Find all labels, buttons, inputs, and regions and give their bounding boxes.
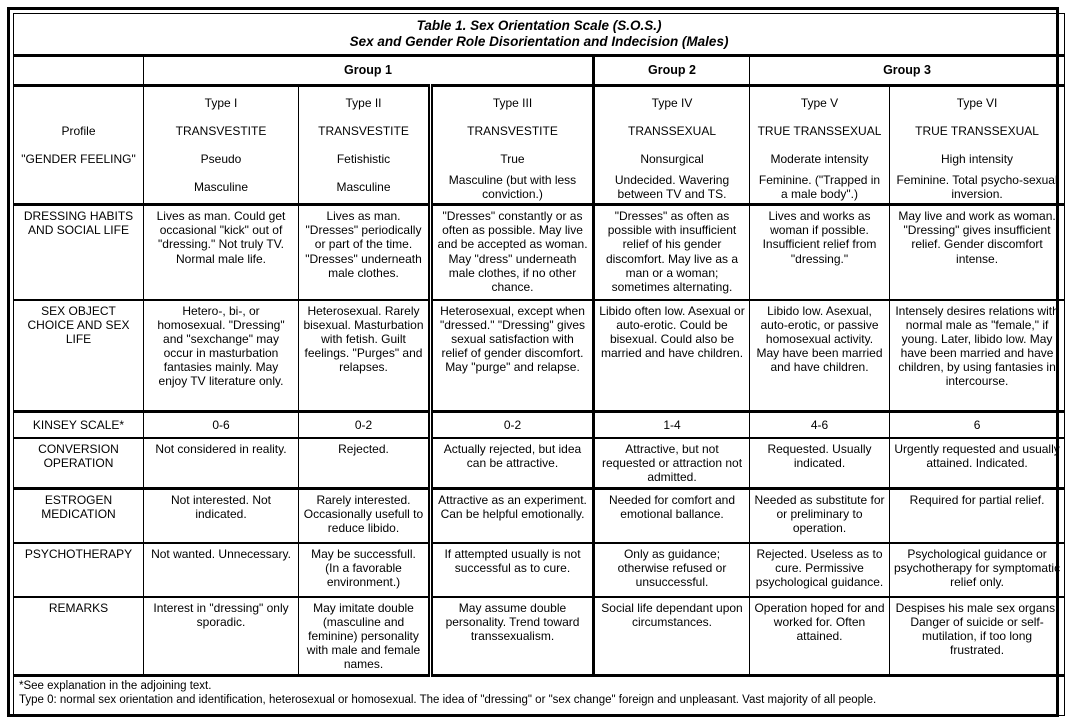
gender-feeling: Masculine [193,179,249,194]
profile-row-label: Profile [61,123,96,138]
table-title: Table 1. Sex Orientation Scale (S.O.S.) [416,18,662,33]
gender-feeling: Feminine. Total psycho-sexual inversion. [896,172,1058,201]
table-cell: 1-4 [594,412,750,438]
profile-cell-type6 [890,85,1065,204]
type-heading: Type III [492,95,533,110]
row-label-kinsey-scale: KINSEY SCALE* [14,412,144,438]
table-cell: Not interested. Not indicated. [144,489,299,543]
profile-cell-type2 [299,85,431,204]
table-cell: 0-6 [144,412,299,438]
table-cell: Needed as substitute for or preliminary to operation. [750,489,890,543]
table-outer-frame [7,7,1059,717]
subtype: Fetishistic [336,151,391,166]
table-cell: Needed for comfort and emotional ballance. [594,489,750,543]
group-3-label: Group 3 [883,62,931,77]
category: TRANSVESTITE [318,123,409,138]
subtype: True [500,151,525,166]
group-3-header [750,55,1065,85]
group-2-label: Group 2 [648,62,696,77]
type-heading: Type VI [956,95,998,110]
row-label-estrogen-medication: ESTROGEN MEDICATION [14,489,144,543]
table-cell: 6 [890,412,1065,438]
table-cell: Attractive, but not requested or attraction not admitted. [594,438,750,489]
row-label-dressing-habits: DRESSING HABITS AND SOCIAL LIFE [14,205,144,300]
table-cell: Rejected. Useless as to cure. Permissive psychological guidance. [750,543,890,597]
group-1-header [144,55,594,85]
table-cell: Heterosexual. Rarely bisexual. Masturbation with fetish. Guilt feelings. "Purges" and relapses. [299,300,431,412]
footnote-line-2: Type 0: normal sex orientation and identification, heterosexual or homosexual. The idea of "dressing" or "sex change" foreign and unpleasant. Vast majority of all people. [19,693,877,706]
table-cell: Social life dependant upon circumstances. [594,597,750,676]
table-cell: Lives as man. "Dresses" periodically or part of the time. "Dresses" underneath male clothes. [299,205,431,300]
table-cell: Lives as man. Could get occasional "kick" out of "dressing." Not truly TV. Normal male life. [144,205,299,300]
subtype: Pseudo [200,151,242,166]
gender-feeling: Feminine. ("Trapped in a male body".) [758,172,881,201]
table-cell: Actually rejected, but idea can be attractive. [431,438,594,489]
table-cell: Lives and works as woman if possible. Insufficient relief from "dressing." [750,205,890,300]
table-cell: 0-2 [299,412,431,438]
spacer [18,89,139,117]
profile-cell-type3 [431,85,594,204]
table-cell: Libido often low. Asexual or auto-erotic. Could be bisexual. Could also be married and have children. [594,300,750,412]
category: TRANSSEXUAL [627,123,717,138]
table-cell: May live and work as woman. "Dressing" gives insufficient relief. Gender discomfort intense. [890,205,1065,300]
gender-feeling: Masculine [336,179,391,194]
table-cell: Despises his male sex organs. Danger of suicide or self-mutilation, if too long frustrated. [890,597,1065,676]
table-cell: Libido low. Asexual, auto-erotic, or passive homosexual activity. May have been married and have children. [750,300,890,412]
row-label-remarks: REMARKS [14,597,144,676]
gender-feeling: Undecided. Wavering between TV and TS. [614,172,730,201]
table-cell: Only as guidance; otherwise refused or unsuccessful. [594,543,750,597]
category: TRUE TRANSSEXUAL [757,123,882,138]
profile-cell-type5 [750,85,890,204]
row-label-psychotherapy: PSYCHOTHERAPY [14,543,144,597]
type-heading: Type II [345,95,382,110]
table-cell: "Dresses" as often as possible with insufficient relief of his gender discomfort. May live as a man or a woman; sometimes alternating. [594,205,750,300]
table-cell: Rarely interested. Occasionally usefull to reduce libido. [299,489,431,543]
row-label-sex-object-choice: SEX OBJECT CHOICE AND SEX LIFE [14,300,144,412]
table-cell: Hetero-, bi-, or homosexual. "Dressing" and "sexchange" may occur in masturbation fantasies mainly. May enjoy TV literature only. [144,300,299,412]
sos-table [13,13,1065,716]
table-cell: Interest in "dressing" only sporadic. [144,597,299,676]
group-1-label: Group 1 [344,62,392,77]
subtype: High intensity [941,151,1014,166]
table-cell: May be successfull. (In a favorable environment.) [299,543,431,597]
table-cell: Not wanted. Unnecessary. [144,543,299,597]
table-cell: Heterosexual, except when "dressed." "Dressing" gives sexual satisfaction with relief of gender discomfort. May "purge" and relapse. [431,300,594,412]
gender-feeling: Masculine (but with less conviction.) [448,172,577,201]
table-cell: Operation hoped for and worked for. Often attained. [750,597,890,676]
type-heading: Type V [800,95,839,110]
table-cell: Not considered in reality. [144,438,299,489]
table-cell: Requested. Usually indicated. [750,438,890,489]
footnote-cell [14,676,1065,716]
table-cell: If attempted usually is not successful as to cure. [431,543,594,597]
subtype: Nonsurgical [640,151,704,166]
table-cell: Psychological guidance or psychotherapy for symptomatic relief only. [890,543,1065,597]
table-cell: Required for partial relief. [890,489,1065,543]
table-cell: "Dresses" constantly or as often as possible. May live and be accepted as woman. May "dress" underneath male clothes, if no other chance. [431,205,594,300]
table-cell: Urgently requested and usually attained. Indicated. [890,438,1065,489]
footnote-line-1: *See explanation in the adjoining text. [19,680,212,693]
category: TRANSVESTITE [467,123,558,138]
row-label-conversion-operation: CONVERSION OPERATION [14,438,144,489]
type-heading: Type I [204,95,238,110]
group-2-header [594,55,750,85]
table-subtitle: Sex and Gender Role Disorientation and Indecision (Males) [349,33,729,49]
subtype: Moderate intensity [770,151,869,166]
table-cell: Intensely desires relations with normal male as "female," if young. Later, libido low. May have been married and have children, by using fantasies in intercourse. [890,300,1065,412]
profile-row-label-cell [14,85,144,204]
group-row-stub [14,55,144,85]
category: TRANSVESTITE [175,123,267,138]
profile-cell-type4 [594,85,750,204]
category: TRUE TRANSSEXUAL [915,123,1039,138]
type-heading: Type IV [651,95,693,110]
table-cell: May imitate double (masculine and feminine) personality with male and female names. [299,597,431,676]
table-cell: 0-2 [431,412,594,438]
profile-cell-type1 [144,85,299,204]
table-cell: Rejected. [299,438,431,489]
table-cell: 4-6 [750,412,890,438]
table-cell: Attractive as an experiment. Can be helpful emotionally. [431,489,594,543]
gender-feeling-row-label: "GENDER FEELING" [21,151,136,166]
table-cell: May assume double personality. Trend toward transsexualism. [431,597,594,676]
table-title-cell [14,14,1065,56]
spacer [18,173,139,201]
